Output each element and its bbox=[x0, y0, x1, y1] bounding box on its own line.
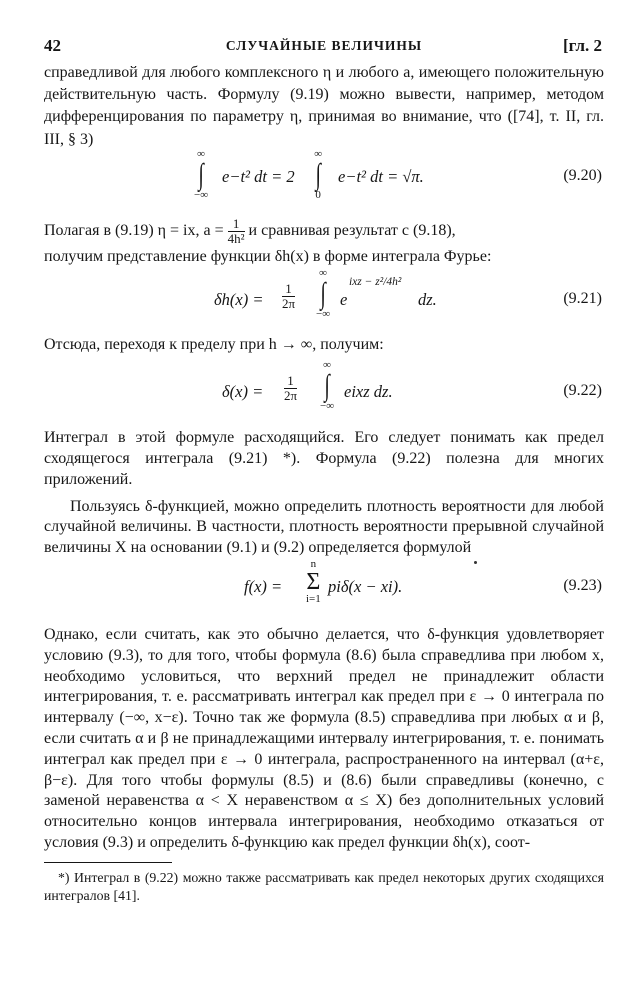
running-header bbox=[44, 36, 604, 62]
summation-sign: n Σ i=1 bbox=[306, 558, 321, 605]
integral-sign-4: ∞ ∫ −∞ bbox=[320, 359, 335, 413]
eq-number-9-22: (9.22) bbox=[563, 382, 602, 400]
eq-number-9-20: (9.20) bbox=[563, 166, 602, 184]
eq-9-21-exp-base: e bbox=[340, 290, 348, 310]
eq-number-9-23: (9.23) bbox=[563, 577, 602, 594]
eq-9-20-part1: e−t² dt = 2 bbox=[222, 166, 295, 186]
equation-9-23 bbox=[44, 559, 604, 623]
eq-number-9-21: (9.21) bbox=[563, 290, 602, 308]
equation-9-22 bbox=[44, 356, 604, 424]
eq-9-21-dz: dz. bbox=[418, 290, 437, 310]
integral-sign-3: ∞ ∫ −∞ bbox=[316, 267, 331, 321]
eq-9-21-lhs: δh(x) = bbox=[214, 290, 264, 310]
eq-9-22-fraction: $\frac{1}{2\pi}$ bbox=[284, 373, 298, 404]
paragraph-5: Пользуясь δ-функцией, можно определить плотность вероятности для любой случайной величины. В частности, плотность вероятности прерывной случайной величины X на основании (9.1) и (9.2) определяется формулой bbox=[44, 497, 604, 557]
eq-9-21-exponent: ixz − z²/4h² bbox=[349, 276, 402, 289]
fraction-a: $\frac{1}{\text{4h²}}$ bbox=[227, 215, 245, 246]
eq-9-22-lhs: δ(x) = bbox=[222, 382, 264, 402]
eq-9-22-body: eixz dz. bbox=[344, 382, 393, 402]
footnote: *) Интеграл в (9.22) можно также рассматривать как предел некоторых других сходящихся интегралов [41]. bbox=[44, 869, 604, 903]
section-ref: [гл. 2 bbox=[562, 36, 602, 55]
integral-sign-1: ∞ ∫ −∞ bbox=[194, 147, 209, 201]
paragraph-6: Однако, если считать, как это обычно делается, что δ-функция удовлетворяет условию (9.3), то для того, чтобы формула (8.6) была справедлива при любом x, необходимо условиться, что верхний предел не принадлежит области интегрирования, т. е. рассматривать интеграл как предел при ε → 0 интеграла по интервалу (−∞, x−ε). Точно так же формула (8.5) справедлива при любых α и β, если считать α и β не принадлежащими интервалу интегрирования, т. е. понимать интеграл как предел при ε → 0 интеграла, распространенного на интервал (α+ε, β−ε). Для того чтобы формулы (8.5) и (8.6) были справедливы (конечно, с заменой неравенства α < X неравенством α ≤ X) без дополнительных условий относительно концов интервала интегрирования, необходимо отказаться от условия (9.3) и определить δ-функцию как предел функции δh(x), соот- bbox=[44, 626, 604, 851]
book-page bbox=[44, 36, 604, 905]
equation-9-20 bbox=[44, 147, 604, 211]
equation-9-21 bbox=[44, 268, 604, 334]
paragraph-2: Полагая в (9.19) η = ix, a = $\frac{1}{\text{4h²}}$ и сравнивая результат с (9.18), получим представление функции δh(x) в форме интеграла Фурье: bbox=[44, 215, 492, 265]
integral-sign-2: ∞ ∫ 0 bbox=[314, 147, 323, 201]
page-number: 42 bbox=[44, 36, 61, 55]
eq-9-23-lhs: f(x) = bbox=[244, 577, 283, 596]
paragraph-3: Отсюда, переходя к пределу при h → ∞, получим: bbox=[44, 336, 384, 354]
chapter-title: СЛУЧАЙНЫЕ ВЕЛИЧИНЫ bbox=[225, 38, 423, 53]
paragraph-1: справедливой для любого комплексного η и любого a, имеющего положительную действительную часть. Формулу (9.19) можно вывести, например, методом дифференцирования по параметру η, принимая во внимание, что ([74], т. II, гл. III, § 3) bbox=[44, 64, 604, 148]
eq-9-20-part2: e−t² dt = √π. bbox=[338, 166, 424, 186]
print-speck bbox=[474, 561, 477, 564]
footnote-rule bbox=[44, 862, 172, 863]
eq-9-21-fraction: $\frac{1}{2\pi}$ bbox=[282, 281, 296, 312]
eq-9-23-body: piδ(x − xi). bbox=[328, 577, 403, 596]
paragraph-4: Интеграл в этой формуле расходящийся. Его следует понимать как предел сходящегося интеграла (9.21) *). Формула (9.22) полезна для многих приложений. bbox=[44, 429, 604, 488]
